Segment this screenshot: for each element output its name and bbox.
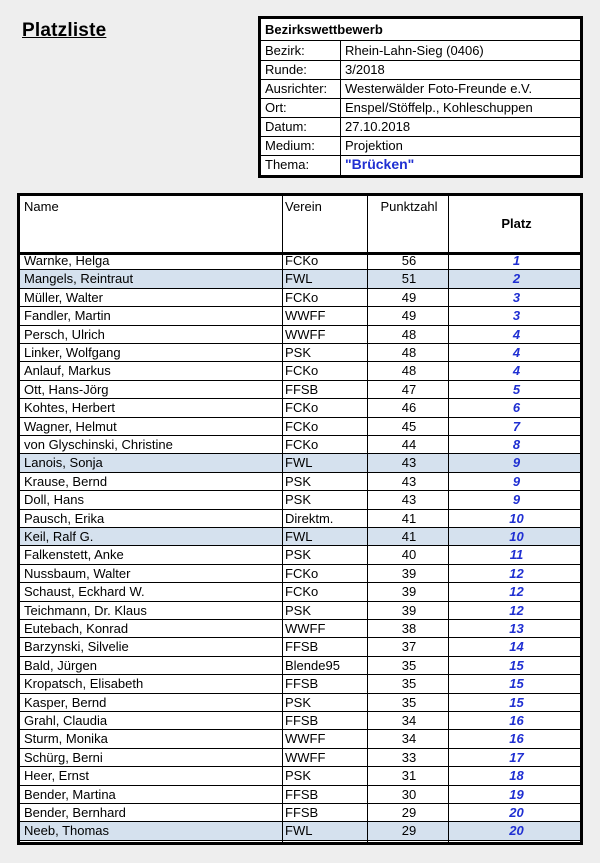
cell-rank: 17 xyxy=(509,749,524,765)
cell-name: Bender, Bernhard xyxy=(24,805,126,820)
table-row xyxy=(20,399,580,417)
table-row xyxy=(20,289,580,307)
cell-points: 39 xyxy=(401,565,417,581)
info-label: Bezirk: xyxy=(265,43,305,58)
info-value: Enspel/Stöffelp., Kohleschuppen xyxy=(345,100,533,115)
results-table xyxy=(17,193,583,845)
cell-name: Keil, Ralf G. xyxy=(24,529,94,544)
cell-points: 29 xyxy=(401,805,417,820)
cell-club: FCKo xyxy=(285,400,319,416)
table-row xyxy=(20,418,580,436)
cell-points: 48 xyxy=(401,363,417,379)
cell-points: 43 xyxy=(401,473,417,489)
page-title: Platzliste xyxy=(22,20,107,41)
cell-rank: 11 xyxy=(509,547,524,563)
cell-club: FFSB xyxy=(285,381,319,397)
table-row xyxy=(20,436,580,454)
cell-points: 47 xyxy=(401,381,417,397)
table-row xyxy=(20,749,580,767)
cell-club: WWFF xyxy=(285,308,326,324)
cell-points: 39 xyxy=(401,602,417,618)
cell-rank: 3 xyxy=(512,289,521,305)
cell-rank: 4 xyxy=(512,326,521,342)
table-row xyxy=(20,767,580,785)
cell-club: FWL xyxy=(285,271,313,287)
theme-value: "Brücken" xyxy=(345,156,415,172)
cell-rank: 7 xyxy=(512,418,521,434)
cell-club: FFSB xyxy=(285,805,319,820)
table-row xyxy=(20,638,580,656)
cell-name: Pausch, Erika xyxy=(24,510,105,526)
cell-name: Ott, Hans-Jörg xyxy=(24,381,109,397)
cell-points: 38 xyxy=(401,621,417,636)
table-row xyxy=(20,546,580,564)
cell-name: Anlauf, Markus xyxy=(24,363,111,379)
info-value: Projektion xyxy=(345,138,403,153)
info-value: 3/2018 xyxy=(345,62,385,77)
cell-club: FCKo xyxy=(285,437,319,452)
info-row xyxy=(261,98,580,118)
info-value: Rhein-Lahn-Sieg (0406) xyxy=(345,43,484,58)
cell-points: 45 xyxy=(401,418,417,434)
table-row xyxy=(20,473,580,491)
info-row xyxy=(261,117,580,137)
cell-points: 34 xyxy=(401,731,417,747)
table-row xyxy=(20,252,580,270)
cell-points: 33 xyxy=(401,749,417,765)
cell-rank: 13 xyxy=(509,621,524,636)
cell-club: FCKo xyxy=(285,363,319,379)
cell-name: Teichmann, Dr. Klaus xyxy=(24,602,147,618)
cell-name: Eutebach, Konrad xyxy=(24,621,129,636)
table-row xyxy=(20,675,580,693)
cell-name: Warnke, Helga xyxy=(24,253,110,268)
cell-name: Sturm, Monika xyxy=(24,731,108,747)
competition-heading: Bezirkswettbewerb xyxy=(261,19,580,41)
cell-points: 43 xyxy=(401,455,417,471)
cell-club: FCKo xyxy=(285,584,319,600)
info-value: 27.10.2018 xyxy=(345,119,411,134)
cell-name: Doll, Hans xyxy=(24,492,84,508)
cell-club: FFSB xyxy=(285,676,319,692)
info-label: Medium: xyxy=(265,138,315,153)
cell-club: FCKo xyxy=(285,253,319,268)
table-row xyxy=(20,307,580,325)
cell-rank: 9 xyxy=(512,455,521,471)
cell-points: 29 xyxy=(401,823,417,839)
cell-points: 30 xyxy=(401,786,417,802)
cell-rank: 6 xyxy=(512,400,521,416)
cell-points: 39 xyxy=(401,584,417,600)
cell-rank: 4 xyxy=(512,363,521,379)
column-divider-rank xyxy=(448,196,449,842)
cell-points: 31 xyxy=(401,768,417,784)
cell-club: WWFF xyxy=(285,749,326,765)
cell-rank: 15 xyxy=(509,676,524,692)
cell-name: Heer, Ernst xyxy=(24,768,90,784)
table-row xyxy=(20,730,580,748)
table-row xyxy=(20,454,580,472)
info-label: Ausrichter: xyxy=(265,81,328,96)
table-row xyxy=(20,362,580,380)
header-points: Punktzahl xyxy=(380,199,438,214)
cell-rank: 10 xyxy=(509,529,524,544)
cell-name: Schaust, Eckhard W. xyxy=(24,584,145,600)
competition-info-box xyxy=(258,16,583,178)
table-row xyxy=(20,528,580,546)
cell-rank: 3 xyxy=(512,308,521,324)
cell-club: FWL xyxy=(285,529,313,544)
table-row xyxy=(20,344,580,362)
cell-points: 44 xyxy=(401,437,417,452)
cell-name: Barzynski, Silvelie xyxy=(24,639,129,655)
cell-name: Neeb, Thomas xyxy=(24,823,110,839)
cell-club: FFSB xyxy=(285,639,319,655)
cell-rank: 20 xyxy=(509,805,524,820)
cell-name: Persch, Ulrich xyxy=(24,326,105,342)
cell-rank: 15 xyxy=(509,657,524,673)
cell-club: Direktm. xyxy=(285,510,334,526)
cell-club: PSK xyxy=(285,345,312,360)
cell-points: 48 xyxy=(401,345,417,360)
cell-rank: 1 xyxy=(512,253,521,268)
table-row xyxy=(20,510,580,528)
cell-name: Müller, Walter xyxy=(24,289,103,305)
cell-rank: 10 xyxy=(509,510,524,526)
cell-rank: 16 xyxy=(509,731,524,747)
cell-points: 41 xyxy=(401,529,417,544)
header-rank: Platz xyxy=(501,216,532,231)
cell-club: PSK xyxy=(285,492,312,508)
cell-points: 35 xyxy=(401,694,417,710)
cell-rank: 12 xyxy=(509,565,524,581)
cell-points: 34 xyxy=(401,713,417,728)
cell-club: PSK xyxy=(285,694,312,710)
cell-name: Kasper, Bernd xyxy=(24,694,107,710)
cell-club: FWL xyxy=(285,455,313,471)
cell-club: FCKo xyxy=(285,565,319,581)
cell-club: PSK xyxy=(285,473,312,489)
cell-rank: 16 xyxy=(509,713,524,728)
cell-rank: 12 xyxy=(509,584,524,600)
cell-name: Falkenstett, Anke xyxy=(24,547,124,563)
cell-name: Wagner, Helmut xyxy=(24,418,117,434)
info-label: Datum: xyxy=(265,119,307,134)
info-row xyxy=(261,60,580,80)
cell-club: PSK xyxy=(285,768,312,784)
table-row xyxy=(20,381,580,399)
cell-name: Lanois, Sonja xyxy=(24,455,103,471)
table-row xyxy=(20,822,580,840)
cell-points: 51 xyxy=(401,271,417,287)
table-row xyxy=(20,657,580,675)
table-row xyxy=(20,712,580,730)
cell-points: 35 xyxy=(401,676,417,692)
cell-club: PSK xyxy=(285,547,312,563)
cell-name: Bender, Martina xyxy=(24,786,116,802)
info-row xyxy=(261,79,580,99)
cell-club: PSK xyxy=(285,602,312,618)
cell-rank: 18 xyxy=(509,768,524,784)
cell-points: 49 xyxy=(401,289,417,305)
info-row xyxy=(261,136,580,156)
header-name: Name xyxy=(24,199,59,214)
cell-name: von Glyschinski, Christine xyxy=(24,437,173,452)
table-row xyxy=(20,694,580,712)
cell-rank: 9 xyxy=(512,492,521,508)
cell-points: 40 xyxy=(401,547,417,563)
cell-name: Mangels, Reintraut xyxy=(24,271,134,287)
cell-club: FFSB xyxy=(285,713,319,728)
column-divider-points xyxy=(367,196,368,842)
table-row xyxy=(20,786,580,804)
cell-name: Bald, Jürgen xyxy=(24,657,97,673)
cell-points: 56 xyxy=(401,253,417,268)
info-label: Runde: xyxy=(265,62,307,77)
cell-rank: 12 xyxy=(509,602,524,618)
table-row xyxy=(20,602,580,620)
table-row xyxy=(20,270,580,288)
cell-club: FFSB xyxy=(285,786,319,802)
cell-rank: 19 xyxy=(509,786,524,802)
cell-name: Kropatsch, Elisabeth xyxy=(24,676,144,692)
table-row xyxy=(20,565,580,583)
table-row xyxy=(20,326,580,344)
table-header xyxy=(20,196,580,255)
cell-points: 43 xyxy=(401,492,417,508)
cell-name: Nussbaum, Walter xyxy=(24,565,131,581)
cell-name: Grahl, Claudia xyxy=(24,713,108,728)
info-label: Ort: xyxy=(265,100,287,115)
table-row xyxy=(20,583,580,601)
table-row xyxy=(20,491,580,509)
table-row xyxy=(20,620,580,638)
info-row xyxy=(261,155,580,174)
cell-points: 49 xyxy=(401,308,417,324)
info-row xyxy=(261,41,580,61)
info-value: Westerwälder Foto-Freunde e.V. xyxy=(345,81,533,96)
cell-rank: 9 xyxy=(512,473,521,489)
info-label: Thema: xyxy=(265,157,310,172)
cell-name: Linker, Wolfgang xyxy=(24,345,121,360)
cell-rank: 14 xyxy=(509,639,524,655)
cell-points: 37 xyxy=(401,639,417,655)
cell-name: Fandler, Martin xyxy=(24,308,111,324)
column-divider-club xyxy=(282,196,283,842)
cell-rank: 2 xyxy=(512,271,521,287)
cell-rank: 5 xyxy=(512,381,521,397)
cell-club: FWL xyxy=(285,823,313,839)
header-club: Verein xyxy=(285,199,322,214)
cell-club: FCKo xyxy=(285,289,319,305)
cell-name: Krause, Bernd xyxy=(24,473,108,489)
cell-club: WWFF xyxy=(285,326,326,342)
cell-name: Kohtes, Herbert xyxy=(24,400,116,416)
cell-club: Blende95 xyxy=(285,657,340,673)
cell-club: WWFF xyxy=(285,731,326,747)
cell-points: 48 xyxy=(401,326,417,342)
cell-name: Schürg, Berni xyxy=(24,749,103,765)
cell-rank: 8 xyxy=(512,437,521,452)
cell-club: WWFF xyxy=(285,621,326,636)
cell-club: FCKo xyxy=(285,418,319,434)
cell-points: 41 xyxy=(401,510,417,526)
cell-rank: 4 xyxy=(512,345,521,360)
table-row xyxy=(20,804,580,822)
cell-points: 35 xyxy=(401,657,417,673)
cell-rank: 15 xyxy=(509,694,524,710)
cell-points: 46 xyxy=(401,400,417,416)
cell-rank: 20 xyxy=(509,823,524,839)
